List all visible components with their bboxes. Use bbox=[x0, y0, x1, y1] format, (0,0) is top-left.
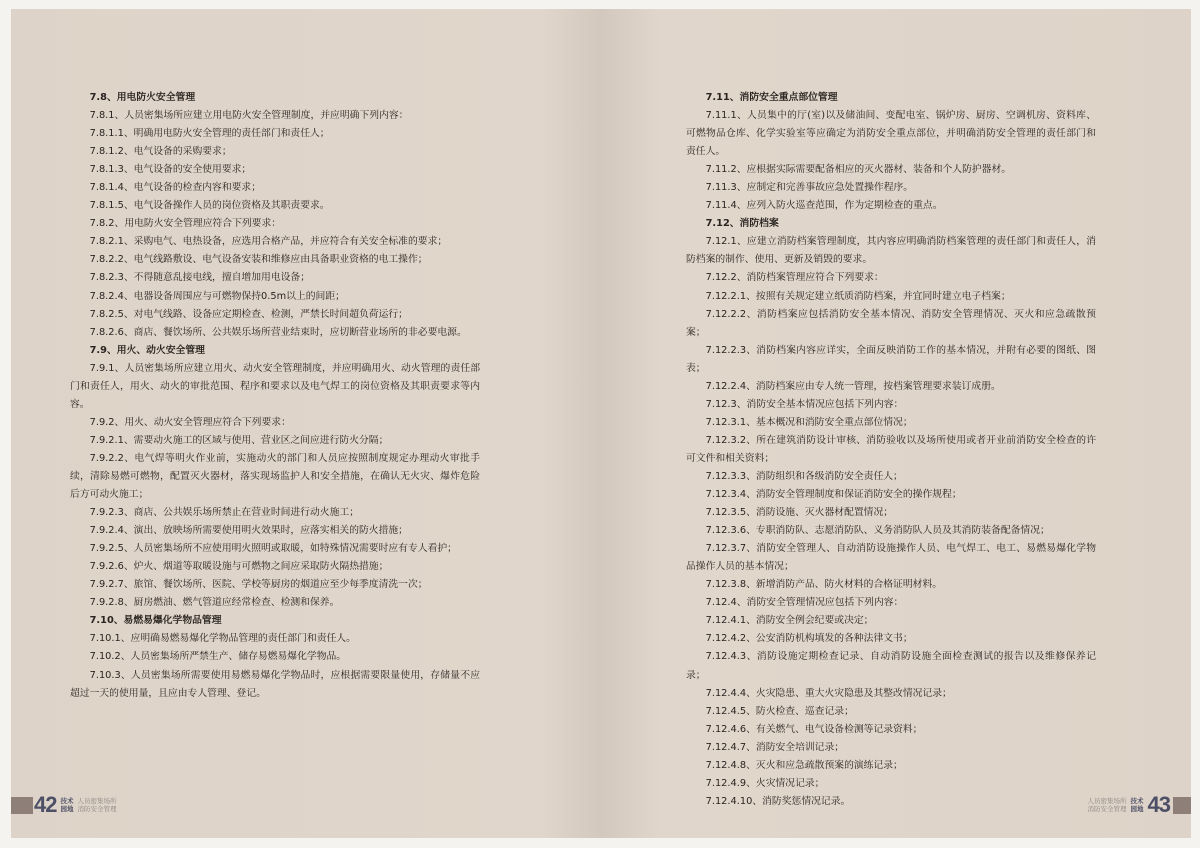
right-page-body bbox=[686, 89, 1096, 811]
clause-paragraph: 7.12.3.8、新增消防产品、防火材料的合格证明材料。 bbox=[705, 579, 943, 591]
section-heading bbox=[70, 612, 480, 630]
right-section-line1: 人员密集场所 bbox=[1087, 797, 1127, 805]
clause-paragraph: 7.10.3、人员密集场所需要使用易燃易爆化学物品时，应根据需要限量使用，存储量不应超过一天的使用量，且应由专人管理、登记。 bbox=[70, 669, 480, 699]
section-heading bbox=[686, 215, 1096, 233]
section-heading-text: 7.11、消防安全重点部位管理 bbox=[705, 92, 838, 103]
magazine-spread bbox=[11, 9, 1191, 838]
clause-paragraph: 7.10.2、人员密集场所严禁生产、储存易燃易爆化学物品。 bbox=[89, 651, 347, 663]
clause-paragraph: 7.8.2.6、商店、餐饮场所、公共娱乐场所营业结束时，应切断营业场所的非必要电源。 bbox=[89, 326, 467, 338]
clause-paragraph: 7.8.1.3、电气设备的安全使用要求； bbox=[89, 164, 252, 176]
clause-paragraph: 7.12.3.2、所在建筑消防设计审核、消防验收以及场所使用或者开业前消防安全检查的许可文件和相关资料； bbox=[686, 434, 1096, 464]
left-footer-tag bbox=[60, 797, 73, 813]
clause-paragraph: 7.8.2、用电防火安全管理应符合下列要求： bbox=[89, 218, 282, 230]
clause-paragraph: 7.12.2、消防档案管理应符合下列要求： bbox=[705, 272, 884, 284]
clause-paragraph: 7.12.2.3、消防档案内容应详实，全面反映消防工作的基本情况，并附有必要的图纸、图表； bbox=[686, 344, 1096, 374]
clause-paragraph: 7.12.4.6、有关燃气、电气设备检测等记录资料； bbox=[705, 723, 923, 735]
right-tag-line1: 技术 bbox=[1130, 797, 1144, 805]
clause-paragraph: 7.12.2.1、按照有关规定建立纸质消防档案，并宜同时建立电子档案； bbox=[705, 290, 1011, 302]
right-footer bbox=[1088, 789, 1182, 821]
right-footer-section bbox=[1088, 797, 1127, 813]
clause-paragraph: 7.12.4.8、灭火和应急疏散预案的演练记录； bbox=[705, 759, 903, 771]
clause-paragraph: 7.9.2、用火、动火安全管理应符合下列要求： bbox=[89, 416, 291, 428]
right-section-line2: 消防安全管理 bbox=[1087, 805, 1127, 813]
clause-paragraph: 7.12.4.2、公安消防机构填发的各种法律文书； bbox=[705, 633, 913, 645]
left-page-number: 42 bbox=[34, 792, 57, 817]
clause-paragraph: 7.12.3.1、基本概况和消防安全重点部位情况； bbox=[705, 416, 913, 428]
clause-paragraph: 7.9.2.3、商店、公共娱乐场所禁止在营业时间进行动火施工； bbox=[89, 507, 359, 519]
clause-paragraph: 7.10.1、应明确易燃易爆化学物品管理的责任部门和责任人。 bbox=[89, 633, 356, 645]
clause-paragraph: 7.12.4.3、消防设施定期检查记录、自动消防设施全面检查测试的报告以及维修保养记录； bbox=[686, 651, 1096, 681]
section-heading bbox=[686, 89, 1096, 107]
left-section-line2: 消防安全管理 bbox=[77, 805, 117, 813]
section-heading-text: 7.12、消防档案 bbox=[705, 218, 779, 230]
clause-paragraph: 7.9.2.4、演出、放映场所需要使用明火效果时，应落实相关的防火措施； bbox=[89, 525, 408, 537]
clause-paragraph: 7.8.2.2、电气线路敷设、电气设备安装和维修应由具备职业资格的电工操作； bbox=[89, 254, 428, 266]
left-tag-line2: 园地 bbox=[60, 805, 74, 813]
clause-paragraph: 7.12.4、消防安全管理情况应包括下列内容： bbox=[705, 597, 904, 609]
clause-paragraph: 7.12.3.7、消防安全管理人、自动消防设施操作人员、电气焊工、电工、易燃易爆化学物品操作人员的基本情况； bbox=[686, 543, 1096, 573]
clause-paragraph: 7.12.4.7、消防安全培训记录； bbox=[705, 741, 845, 753]
clause-paragraph: 7.11.4、应列入防火巡查范围，作为定期检查的重点。 bbox=[705, 200, 943, 212]
clause-paragraph: 7.8.2.3、不得随意乱接电线，擅自增加用电设备； bbox=[89, 272, 311, 284]
clause-paragraph: 7.11.1、人员集中的厅(室)以及储油间、变配电室、锅炉房、厨房、空调机房、资料库、可燃物品仓库、化学实验室等应确定为消防安全重点部位，并明确消防安全管理的责任部门和责任人。 bbox=[686, 110, 1096, 158]
right-page-number: 43 bbox=[1147, 792, 1170, 817]
clause-paragraph: 7.12.4.1、消防安全例会纪要或决定； bbox=[705, 615, 874, 627]
left-page-body bbox=[70, 89, 480, 703]
clause-paragraph: 7.9.2.7、旅馆、餐饮场所、医院、学校等厨房的烟道应至少每季度清洗一次； bbox=[89, 579, 428, 591]
clause-paragraph: 7.12.4.10、消防奖惩情况记录。 bbox=[705, 795, 851, 807]
clause-paragraph: 7.9.2.8、厨房燃油、燃气管道应经常检查、检测和保养。 bbox=[89, 597, 340, 609]
clause-paragraph: 7.8.1.4、电气设备的检查内容和要求； bbox=[89, 182, 262, 194]
clause-paragraph: 7.12.3.6、专职消防队、志愿消防队、义务消防队人员及其消防装备配备情况； bbox=[705, 525, 1050, 537]
clause-paragraph: 7.12.4.9、火灾情况记录； bbox=[705, 777, 825, 789]
clause-paragraph: 7.12.2.4、消防档案应由专人统一管理，按档案管理要求装订成册。 bbox=[705, 380, 1001, 392]
section-heading bbox=[70, 342, 480, 360]
clause-paragraph: 7.11.2、应根据实际需要配备相应的灭火器材、装备和个人防护器材。 bbox=[705, 164, 1012, 176]
clause-paragraph: 7.8.1.1、明确用电防火安全管理的责任部门和责任人； bbox=[89, 128, 330, 140]
clause-paragraph: 7.9.2.6、炉火、烟道等取暖设施与可燃物之间应采取防火隔热措施； bbox=[89, 561, 389, 573]
left-footer bbox=[22, 789, 116, 821]
left-section-line1: 人员密集场所 bbox=[77, 797, 117, 805]
right-footer-tag bbox=[1131, 797, 1144, 813]
clause-paragraph: 7.12.1、应建立消防档案管理制度，其内容应明确消防档案管理的责任部门和责任人，消防档案的制作、使用、更新及销毁的要求。 bbox=[686, 236, 1096, 266]
clause-paragraph: 7.8.1、人员密集场所应建立用电防火安全管理制度，并应明确下列内容： bbox=[89, 110, 409, 122]
section-heading-text: 7.9、用火、动火安全管理 bbox=[89, 344, 205, 356]
clause-paragraph: 7.12.3.4、消防安全管理制度和保证消防安全的操作规程； bbox=[705, 489, 962, 501]
clause-paragraph: 7.8.2.4、电器设备周围应与可燃物保持0.5m以上的间距； bbox=[89, 290, 345, 302]
clause-paragraph: 7.12.3、消防安全基本情况应包括下列内容： bbox=[705, 398, 904, 410]
left-tag-line1: 技术 bbox=[60, 797, 74, 805]
clause-paragraph: 7.9.2.1、需要动火施工的区域与使用、营业区之间应进行防火分隔； bbox=[89, 434, 389, 446]
section-heading-text: 7.10、易燃易爆化学物品管理 bbox=[89, 615, 222, 627]
left-footer-section bbox=[77, 797, 116, 813]
clause-paragraph: 7.11.3、应制定和完善事故应急处置操作程序。 bbox=[705, 182, 914, 194]
clause-paragraph: 7.8.1.2、电气设备的采购要求； bbox=[89, 146, 232, 158]
clause-paragraph: 7.8.1.5、电气设备操作人员的岗位资格及其职责要求。 bbox=[89, 200, 330, 212]
section-heading bbox=[70, 89, 480, 107]
clause-paragraph: 7.9.2.2、电气焊等明火作业前，实施动火的部门和人员应按照制度规定办理动火审批手续，清除易燃可燃物，配置灭火器材，落实现场监护人和安全措施，在确认无火灾、爆炸危险后方可动火施工； bbox=[70, 452, 480, 501]
clause-paragraph: 7.9.2.5、人员密集场所不应使用明火照明或取暖，如特殊情况需要时应有专人看护； bbox=[89, 543, 457, 555]
right-tag-line2: 园地 bbox=[1130, 805, 1144, 813]
clause-paragraph: 7.12.2.2、消防档案应包括消防安全基本情况、消防安全管理情况、灭火和应急疏散预案； bbox=[686, 308, 1096, 338]
clause-paragraph: 7.8.2.5、对电气线路、设备应定期检查、检测，严禁长时间超负荷运行； bbox=[89, 308, 408, 320]
clause-paragraph: 7.12.4.5、防火检查、巡查记录； bbox=[705, 705, 854, 717]
clause-paragraph: 7.9.1、人员密集场所应建立用火、动火安全管理制度，并应明确用火、动火管理的责任部门和责任人，用火、动火的审批范围、程序和要求以及电气焊工的岗位资格及其职责要求等内容。 bbox=[70, 362, 480, 410]
clause-paragraph: 7.12.3.5、消防设施、灭火器材配置情况； bbox=[705, 507, 894, 519]
clause-paragraph: 7.8.2.1、采购电气、电热设备，应选用合格产品，并应符合有关安全标准的要求； bbox=[89, 236, 448, 248]
section-heading-text: 7.8、用电防火安全管理 bbox=[89, 92, 196, 103]
clause-paragraph: 7.12.4.4、火灾隐患、重大火灾隐患及其整改情况记录； bbox=[705, 687, 952, 699]
clause-paragraph: 7.12.3.3、消防组织和各级消防安全责任人； bbox=[705, 470, 903, 482]
